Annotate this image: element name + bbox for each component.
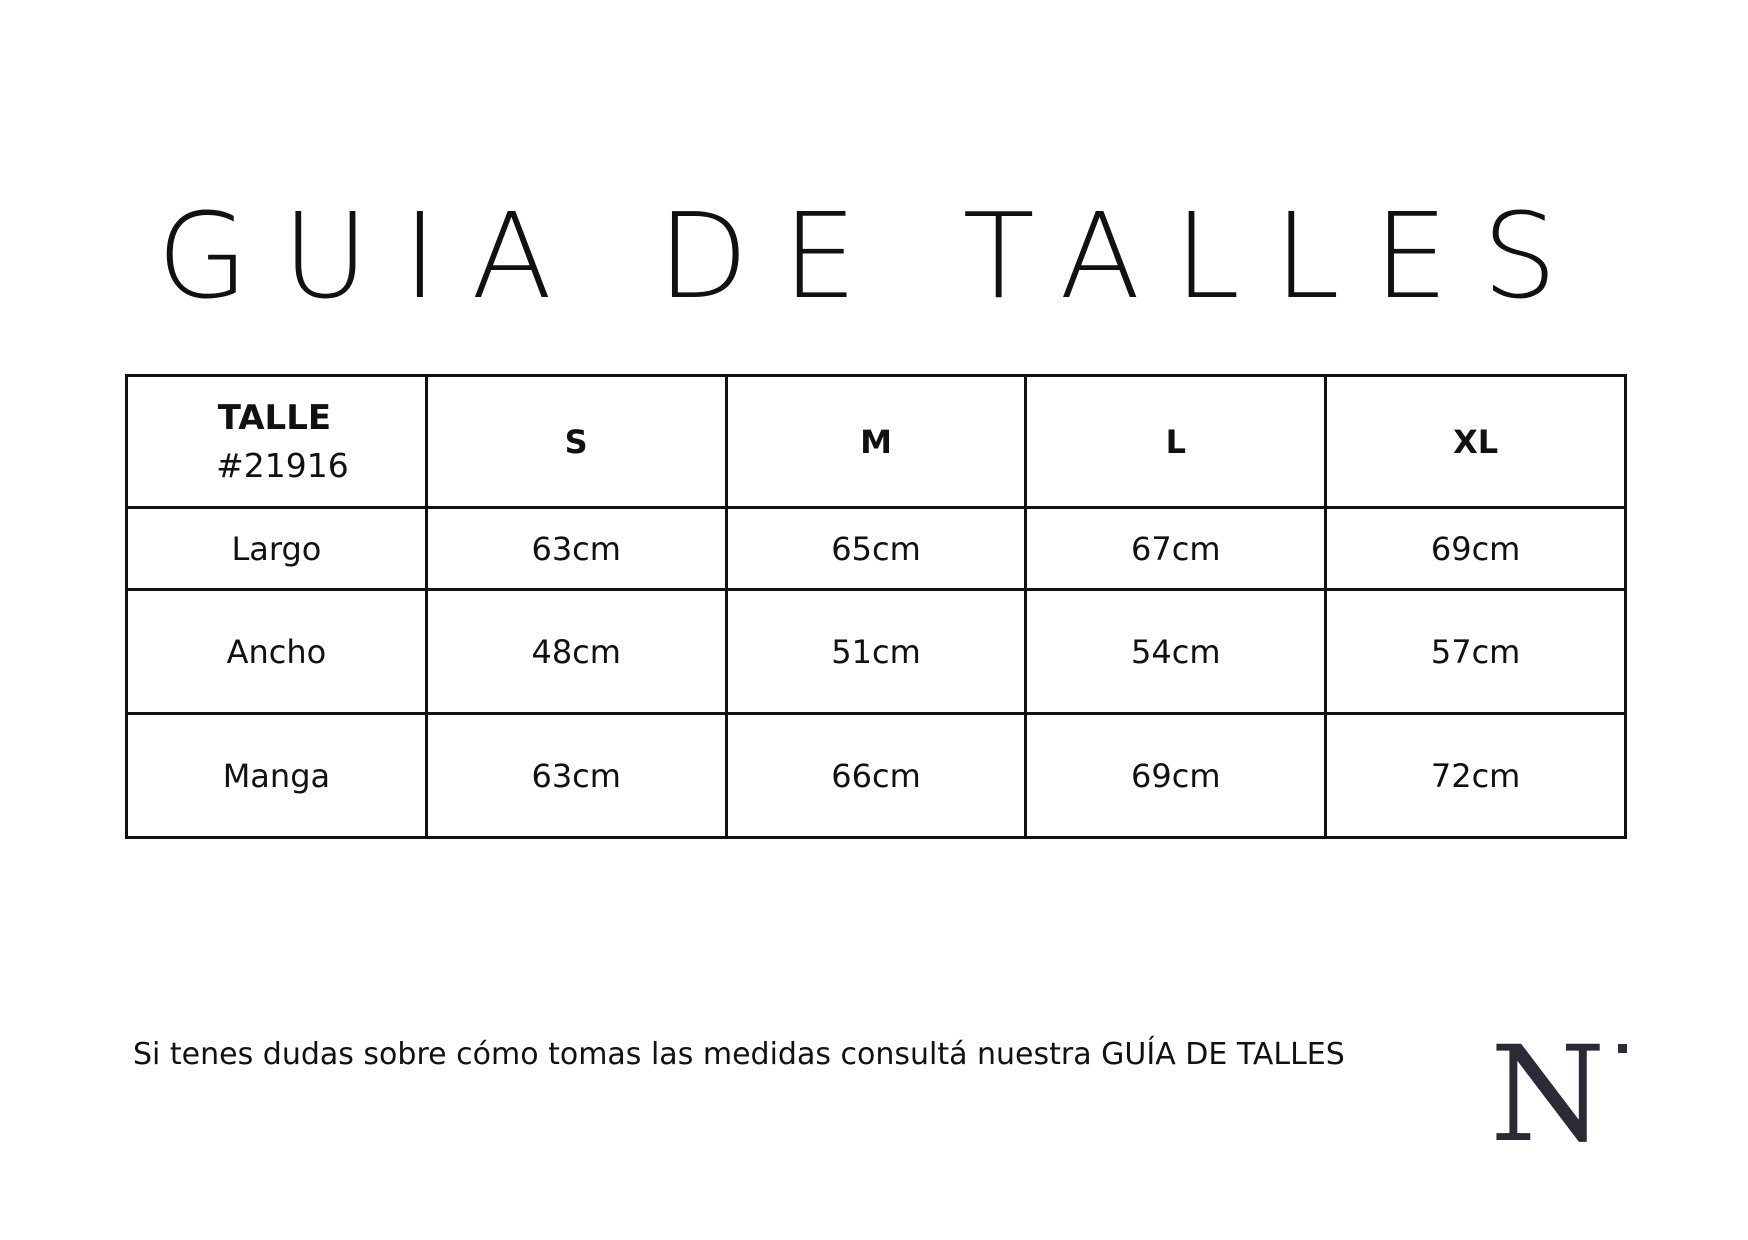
row-label: Largo: [127, 508, 427, 590]
page-title: GUIA DE TALLES: [156, 187, 1592, 326]
size-chart-table: [125, 374, 1627, 839]
logo-dot: [1618, 1044, 1627, 1053]
corner-header-cell: [127, 376, 427, 508]
table-cell: 57cm: [1326, 590, 1626, 714]
logo-letter: N: [1490, 1018, 1606, 1150]
table-cell: 69cm: [1326, 508, 1626, 590]
table-cell: 65cm: [726, 508, 1026, 590]
table-cell: 51cm: [726, 590, 1026, 714]
table-row-largo: [127, 508, 1626, 590]
table-cell: 54cm: [1026, 590, 1326, 714]
table-cell: 63cm: [426, 714, 726, 838]
table-cell: 72cm: [1326, 714, 1626, 838]
size-header-l: L: [1026, 376, 1326, 508]
table-cell: 66cm: [726, 714, 1026, 838]
table-cell: 69cm: [1026, 714, 1326, 838]
table-row-manga: [127, 714, 1626, 838]
row-label: Manga: [127, 714, 427, 838]
size-guide-footnote: Si tenes dudas sobre cómo tomas las medidas consultá nuestra GUÍA DE TALLES: [133, 1037, 1345, 1072]
table-header-row: [127, 376, 1626, 508]
size-header-s: S: [426, 376, 726, 508]
brand-logo-icon: [1490, 1010, 1630, 1150]
table-cell: 48cm: [426, 590, 726, 714]
table-cell: 67cm: [1026, 508, 1326, 590]
table-cell: 63cm: [426, 508, 726, 590]
row-label: Ancho: [127, 590, 427, 714]
product-code: #21916: [216, 446, 349, 485]
size-header-m: M: [726, 376, 1026, 508]
table-row-ancho: [127, 590, 1626, 714]
size-column-title: TALLE: [217, 398, 332, 438]
size-header-xl: XL: [1326, 376, 1626, 508]
